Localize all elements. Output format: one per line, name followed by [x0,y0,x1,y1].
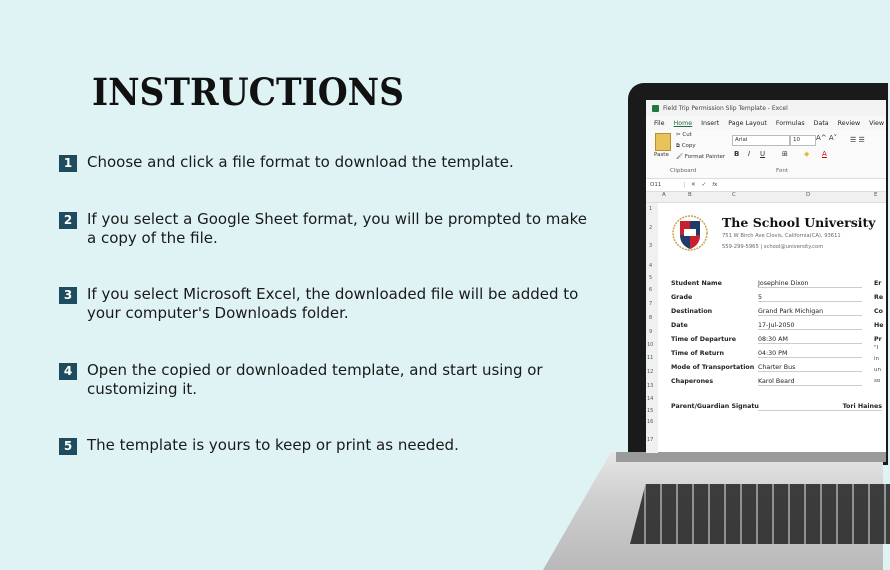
field-label: Chaperones [671,378,714,385]
field-value[interactable]: Grand Park Michigan [758,308,862,316]
clipboard-group-label: Clipboard [670,168,697,174]
window-title: Field Trip Permission Slip Template - Excel [663,104,788,112]
row-header[interactable]: 12 [647,369,654,375]
font-color-icon[interactable]: A [822,150,827,158]
field-value[interactable]: 5 [758,294,862,302]
tab-formulas[interactable]: Formulas [775,119,805,127]
cancel-icon[interactable]: ✕ [691,182,696,188]
right-column-text: un [874,367,881,373]
excel-logo-icon [652,105,659,112]
step-text: If you select Microsoft Excel, the downloaded file will be added to your computer's Downloads folder. [87,285,579,322]
brush-icon: 🖌 [676,154,683,160]
row-headers [646,203,658,453]
field-label: Time of Departure [671,336,736,343]
ribbon [646,130,886,179]
font-grow-icon[interactable]: A^ A˅ [816,134,838,142]
right-column-text: so [874,378,881,384]
fill-color-icon[interactable]: ◈ [804,150,810,158]
field-value[interactable]: 04:30 PM [758,350,862,358]
row-header[interactable]: 5 [649,275,653,281]
excel-titlebar [646,100,886,116]
paste-button[interactable]: Paste [654,152,669,158]
row-header[interactable]: 7 [649,301,653,307]
field-value[interactable]: Josephine Dixon [758,280,862,288]
copy-button[interactable]: ⧉ Copy [676,143,696,149]
column-header[interactable]: A [662,192,666,198]
signature-label: Parent/Guardian Signatu [671,403,759,410]
school-address: 751 W Birch Ave Clovis, California(CA), 93611 [722,233,841,239]
field-label: Student Name [671,280,722,287]
row-header[interactable]: 2 [649,225,653,231]
step-text: Choose and click a file format to download the template. [87,153,514,171]
borders-icon[interactable]: ⊞ [782,150,788,158]
row-header[interactable]: 8 [649,315,653,321]
formula-bar [646,179,886,192]
step-text: The template is yours to keep or print as needed. [87,436,459,454]
tab-file[interactable]: File [654,119,665,127]
step-number: 2 [59,212,77,229]
row-header[interactable]: 14 [647,396,654,402]
field-label: Time of Return [671,350,724,357]
right-column-label: Er [874,280,882,287]
italic-button[interactable]: I [748,150,751,158]
column-header[interactable]: B [688,192,692,198]
right-column-label: Re [874,294,884,301]
tab-view[interactable]: View [869,119,885,127]
step-number: 3 [59,287,77,304]
field-label: Mode of Transportation [671,364,755,371]
enter-icon[interactable]: ✓ [701,182,707,188]
right-column-label: Pr [874,336,882,343]
row-header[interactable]: 6 [649,287,653,293]
column-headers [646,192,886,203]
school-crest-logo [672,213,708,253]
format-painter-button[interactable]: 🖌 Format Painter [676,154,726,160]
tab-home[interactable]: Home [673,119,693,127]
instructions-title: INSTRUCTIONS [92,70,404,114]
row-header[interactable]: 17 [647,437,654,443]
signature-value[interactable]: Tori Haines [758,403,882,411]
row-header[interactable]: 3 [649,243,653,249]
bold-button[interactable]: B [734,150,740,158]
row-header[interactable]: 11 [647,355,654,361]
row-header[interactable]: 9 [649,329,653,335]
row-header[interactable]: 1 [649,206,653,212]
row-header[interactable]: 10 [647,342,654,348]
step-number: 1 [59,155,77,172]
fx-icon[interactable]: fx [712,182,718,188]
ribbon-tabs [646,116,886,130]
copy-icon: ⧉ [676,143,680,149]
paste-icon[interactable] [655,133,671,151]
tab-review[interactable]: Review [837,119,861,127]
excel-window [646,100,886,452]
tab-data[interactable]: Data [813,119,829,127]
worksheet [646,203,886,453]
laptop-hinge [616,452,886,462]
underline-button[interactable]: U [760,150,766,158]
font-size-select[interactable]: 10 [790,135,816,146]
field-label: Grade [671,294,693,301]
right-column-label: Co [874,308,883,315]
right-column-label: He [874,322,884,329]
step-text: If you select a Google Sheet format, you will be prompted to make a copy of the file. [87,210,587,247]
tab-page-layout[interactable]: Page Layout [728,119,767,127]
field-label: Destination [671,308,713,315]
field-label: Date [671,322,688,329]
school-name: The School University [722,215,876,230]
laptop-keyboard [630,484,890,544]
tab-insert[interactable]: Insert [701,119,720,127]
field-value[interactable]: 17-Jul-2050 [758,322,862,330]
scissors-icon: ✂ [676,132,681,138]
field-value[interactable]: 08:30 AM [758,336,862,344]
font-group-label: Font [776,168,788,174]
align-icon[interactable]: ☰ ☰ [850,136,865,144]
column-header[interactable]: D [806,192,811,198]
name-box[interactable]: O11 [650,182,685,188]
right-column-text: "I [874,345,879,351]
column-header[interactable]: C [732,192,736,198]
row-header[interactable]: 16 [647,419,654,425]
step-number: 5 [59,438,77,455]
row-header[interactable]: 4 [649,263,653,269]
step-text: Open the copied or downloaded template, and start using or customizing it. [87,361,543,398]
row-header[interactable]: 15 [647,408,654,414]
column-header[interactable]: E [874,192,878,198]
field-value[interactable]: Karol Beard [758,378,862,386]
school-contact: 559-299-5965 | school@university.com [722,244,824,250]
field-value[interactable]: Charter Bus [758,364,862,372]
cut-button[interactable]: ✂ Cut [676,132,692,138]
font-name-select[interactable]: Arial [732,135,790,146]
row-header[interactable]: 13 [647,383,654,389]
right-column-text: in [874,356,880,362]
step-number: 4 [59,363,77,380]
